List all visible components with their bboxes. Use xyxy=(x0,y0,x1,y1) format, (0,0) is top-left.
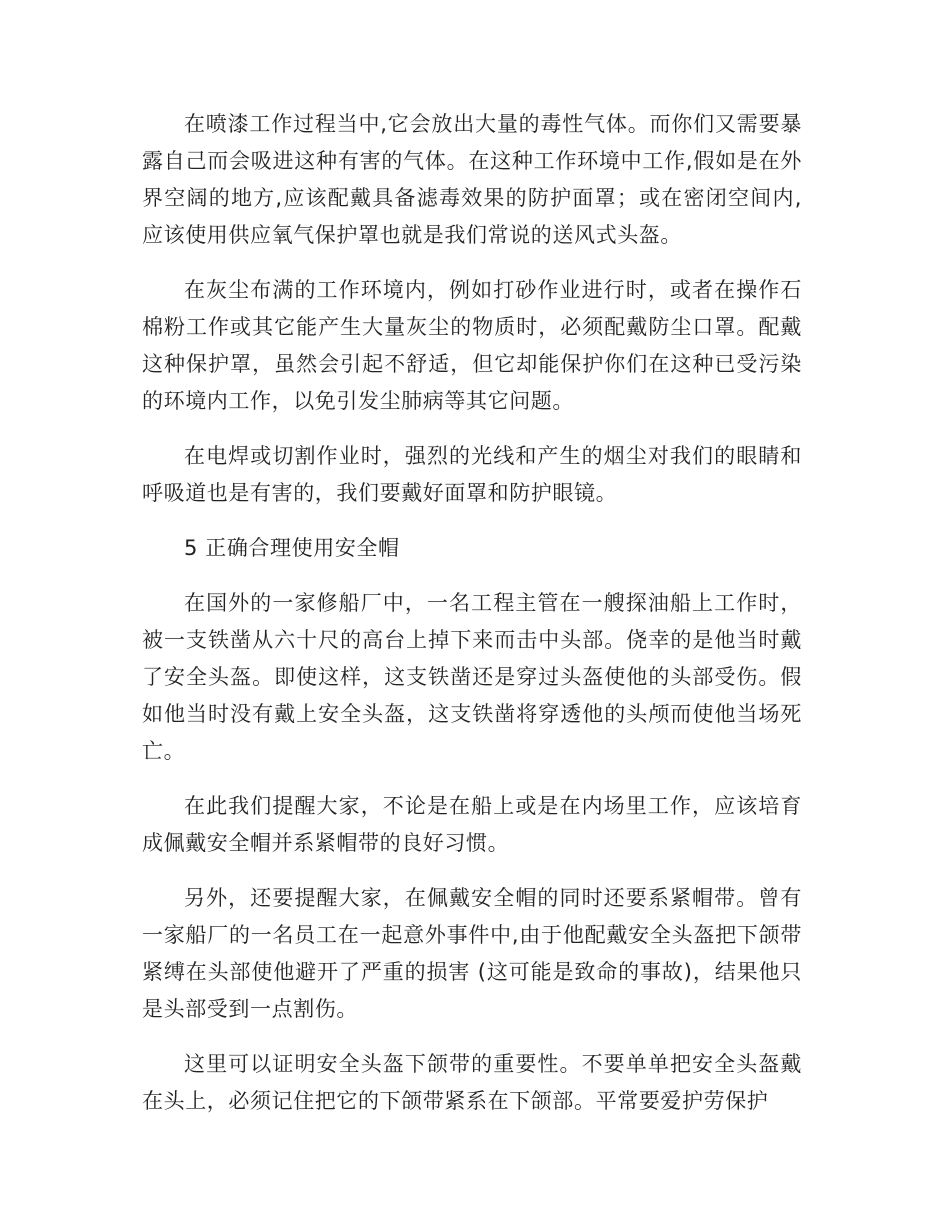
paragraph-welding-cutting: 在电焊或切割作业时，强烈的光线和产生的烟尘对我们的眼睛和呼吸道也是有害的，我们要戴好面罩和防护眼镜。 xyxy=(142,444,802,505)
paragraph-dust-environment: 在灰尘布满的工作环境内，例如打砂作业进行时，或者在操作石棉粉工作或其它能产生大量灰尘的物质时，必须配戴防尘口罩。配戴这种保护罩，虽然会引起不舒适，但它却能保护你们在这种已受污染的环境内工作，以免引发尘肺病等其它问题。 xyxy=(142,278,802,413)
document-body xyxy=(142,106,802,1138)
paragraph-chin-strap-importance: 这里可以证明安全头盔下颌带的重要性。不要单单把安全头盔戴在头上，必须记住把它的下颌带紧系在下颌部。平常要爱护劳保护 xyxy=(142,1052,802,1113)
paragraph-chin-strap-incident: 另外，还要提醒大家，在佩戴安全帽的同时还要系紧帽带。曾有一家船厂的一名员工在一起意外事件中,由于他配戴安全头盔把下颌带紧缚在头部使他避开了严重的损害 (这可能是致命的事故)，结果他只是头部受到一点割伤。 xyxy=(142,886,802,1021)
paragraph-shipyard-incident: 在国外的一家修船厂中，一名工程主管在一艘探油船上工作时，被一支铁凿从六十尺的高台上掉下来而击中头部。侥幸的是他当时戴了安全头盔。即使这样，这支铁凿还是穿过头盔使他的头部受伤。假如他当时没有戴上安全头盔，这支铁凿将穿透他的头颅而使他当场死亡。 xyxy=(142,591,802,763)
paragraph-reminder-habit: 在此我们提醒大家，不论是在船上或是在内场里工作，应该培育成佩戴安全帽并系紧帽带的良好习惯。 xyxy=(142,794,802,855)
paragraph-spray-painting: 在喷漆工作过程当中,它会放出大量的毒性气体。而你们又需要暴露自己而会吸进这种有害的气体。在这种工作环境中工作,假如是在外界空阔的地方,应该配戴具备滤毒效果的防护面罩；或在密闭空间内,应该使用供应氧气保护罩也就是我们常说的送风式头盔。 xyxy=(142,112,802,247)
section-heading-safety-helmet: 5 正确合理使用安全帽 xyxy=(184,536,400,560)
